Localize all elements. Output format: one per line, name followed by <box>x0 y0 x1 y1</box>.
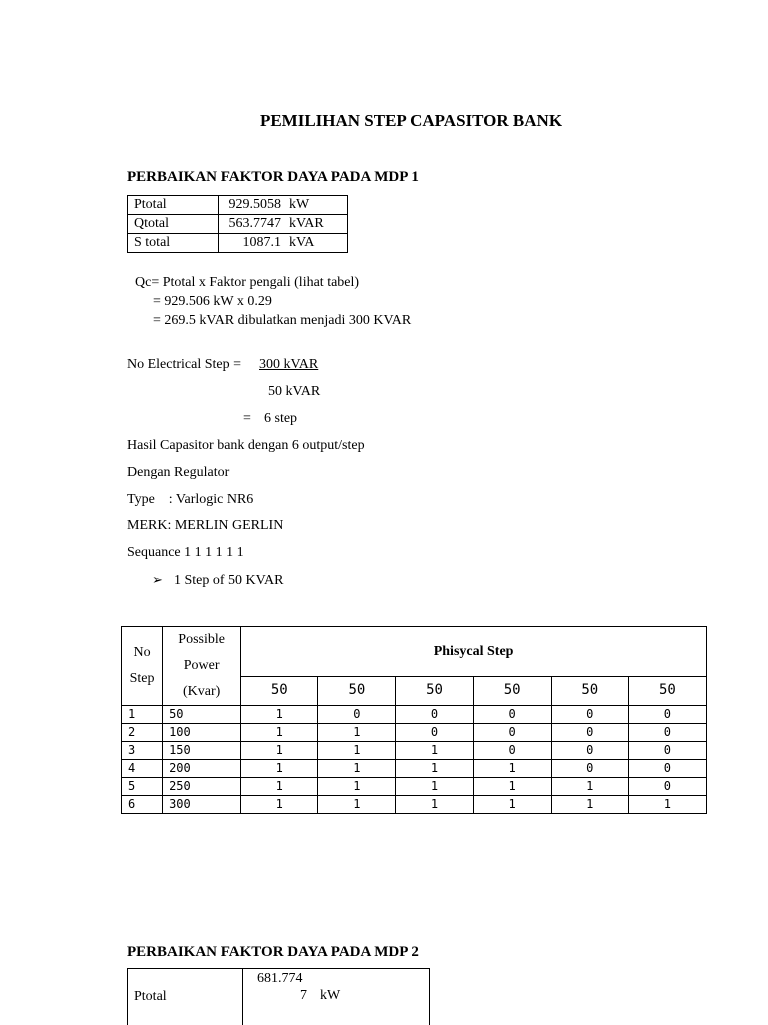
qc-formula: Qc= Ptotal x Faktor pengali (lihat tabel) <box>135 275 360 290</box>
possible-power-cell: 100 <box>163 724 241 742</box>
physical-step-cell: 1 <box>396 796 473 814</box>
power-unit: kW <box>289 196 348 215</box>
step-table-body <box>122 706 707 814</box>
physical-step-cell: 1 <box>241 724 318 742</box>
col-header-physical-step: Phisycal Step <box>241 627 707 677</box>
physical-step-cell: 1 <box>241 706 318 724</box>
step-number-cell: 1 <box>122 706 163 724</box>
physical-step-header: 50 <box>473 676 551 705</box>
table-row <box>128 234 348 253</box>
physical-step-cell: 1 <box>241 760 318 778</box>
physical-step-cell: 0 <box>551 760 628 778</box>
electrical-step-numerator: 300 kVAR <box>259 357 319 372</box>
possible-power-cell: 50 <box>163 706 241 724</box>
table-divider <box>242 969 243 1025</box>
physical-step-cell: 1 <box>318 796 396 814</box>
qc-result: = 269.5 kVAR dibulatkan menjadi 300 KVAR <box>153 313 412 328</box>
physical-step-cell: 0 <box>551 724 628 742</box>
merk-text: MERK: MERLIN GERLIN <box>127 518 284 533</box>
physical-step-cell: 1 <box>396 760 473 778</box>
section-heading-mdp1: PERBAIKAN FAKTOR DAYA PADA MDP 1 <box>127 169 419 185</box>
col-header-no-line2: Step <box>129 671 155 686</box>
qc-calc: = 929.506 kW x 0.29 <box>153 294 272 309</box>
physical-step-cell: 1 <box>551 796 628 814</box>
electrical-step-result: 6 step <box>264 411 298 426</box>
physical-step-cell: 1 <box>473 778 551 796</box>
power-value: 929.5058 <box>219 196 290 215</box>
power-value: 1087.1 <box>219 234 290 253</box>
physical-step-header: 50 <box>551 676 628 705</box>
capacitor-output-text: Hasil Capasitor bank dengan 6 output/step <box>127 438 365 453</box>
table-row <box>128 196 348 215</box>
physical-step-cell: 0 <box>396 706 473 724</box>
physical-step-cell: 1 <box>473 760 551 778</box>
physical-step-cell: 1 <box>318 778 396 796</box>
col-header-possible-power <box>163 627 241 706</box>
physical-step-cell: 0 <box>628 760 706 778</box>
table-header-row <box>122 627 707 677</box>
possible-power-cell: 200 <box>163 760 241 778</box>
power-table-mdp2 <box>127 968 430 1025</box>
physical-step-cell: 0 <box>473 706 551 724</box>
physical-step-cell: 0 <box>628 742 706 760</box>
physical-step-cell: 1 <box>473 796 551 814</box>
electrical-step-denominator: 50 kVAR <box>268 384 321 399</box>
col-header-no-line1: No <box>133 645 151 660</box>
physical-step-cell: 1 <box>241 742 318 760</box>
regulator-text: Dengan Regulator <box>127 465 230 480</box>
physical-step-header: 50 <box>241 676 318 705</box>
col-header-power-line2: Power <box>183 658 220 673</box>
physical-step-cell: 0 <box>318 706 396 724</box>
step-number-cell: 4 <box>122 760 163 778</box>
power-value: 681.774 <box>257 971 303 986</box>
step-number-cell: 6 <box>122 796 163 814</box>
physical-step-header: 50 <box>318 676 396 705</box>
step-number-cell: 2 <box>122 724 163 742</box>
physical-step-header: 50 <box>396 676 473 705</box>
power-value: 563.7747 <box>219 215 290 234</box>
power-label: Ptotal <box>134 989 167 1004</box>
sequence-text: Sequance 1 1 1 1 1 1 <box>127 545 244 560</box>
power-label: S total <box>128 234 219 253</box>
table-row <box>122 706 707 724</box>
table-row <box>122 742 707 760</box>
col-header-power-line1: Possible <box>178 632 225 647</box>
step-number-cell: 3 <box>122 742 163 760</box>
possible-power-cell: 250 <box>163 778 241 796</box>
step-number-cell: 5 <box>122 778 163 796</box>
power-unit: kVA <box>289 234 348 253</box>
physical-step-cell: 1 <box>551 778 628 796</box>
possible-power-cell: 150 <box>163 742 241 760</box>
section-heading-mdp2: PERBAIKAN FAKTOR DAYA PADA MDP 2 <box>127 944 419 960</box>
physical-step-cell: 0 <box>473 742 551 760</box>
page-title: PEMILIHAN STEP CAPASITOR BANK <box>259 111 563 130</box>
physical-step-cell: 0 <box>628 706 706 724</box>
physical-step-cell: 0 <box>551 742 628 760</box>
physical-step-cell: 0 <box>551 706 628 724</box>
electrical-step-label: No Electrical Step = <box>127 357 242 372</box>
physical-step-cell: 1 <box>241 778 318 796</box>
table-row <box>122 760 707 778</box>
physical-step-header: 50 <box>628 676 706 705</box>
power-label: Ptotal <box>128 196 219 215</box>
table-row <box>128 215 348 234</box>
table-row <box>122 796 707 814</box>
bullet-arrow-icon: ➢ <box>152 572 163 587</box>
table-row <box>122 778 707 796</box>
type-text: Type : Varlogic NR6 <box>127 492 254 507</box>
capacitor-step-table <box>121 626 707 814</box>
physical-step-cell: 1 <box>241 796 318 814</box>
possible-power-cell: 300 <box>163 796 241 814</box>
electrical-step-equals: = <box>243 411 251 426</box>
step-bullet-text: 1 Step of 50 KVAR <box>174 573 284 588</box>
physical-step-cell: 0 <box>473 724 551 742</box>
col-header-power-line3: (Kvar) <box>182 684 221 699</box>
physical-step-cell: 1 <box>396 742 473 760</box>
physical-step-cell: 1 <box>318 742 396 760</box>
table-row <box>122 724 707 742</box>
power-unit: kVAR <box>289 215 348 234</box>
col-header-no-step <box>122 627 163 706</box>
power-value: 7 <box>300 988 307 1003</box>
physical-step-cell: 1 <box>396 778 473 796</box>
power-label: Qtotal <box>128 215 219 234</box>
physical-step-cell: 1 <box>628 796 706 814</box>
power-table-mdp1 <box>127 195 348 253</box>
physical-step-cell: 1 <box>318 724 396 742</box>
physical-step-cell: 0 <box>628 724 706 742</box>
physical-step-cell: 1 <box>318 760 396 778</box>
physical-step-cell: 0 <box>396 724 473 742</box>
power-unit: kW <box>320 988 341 1003</box>
physical-step-cell: 0 <box>628 778 706 796</box>
